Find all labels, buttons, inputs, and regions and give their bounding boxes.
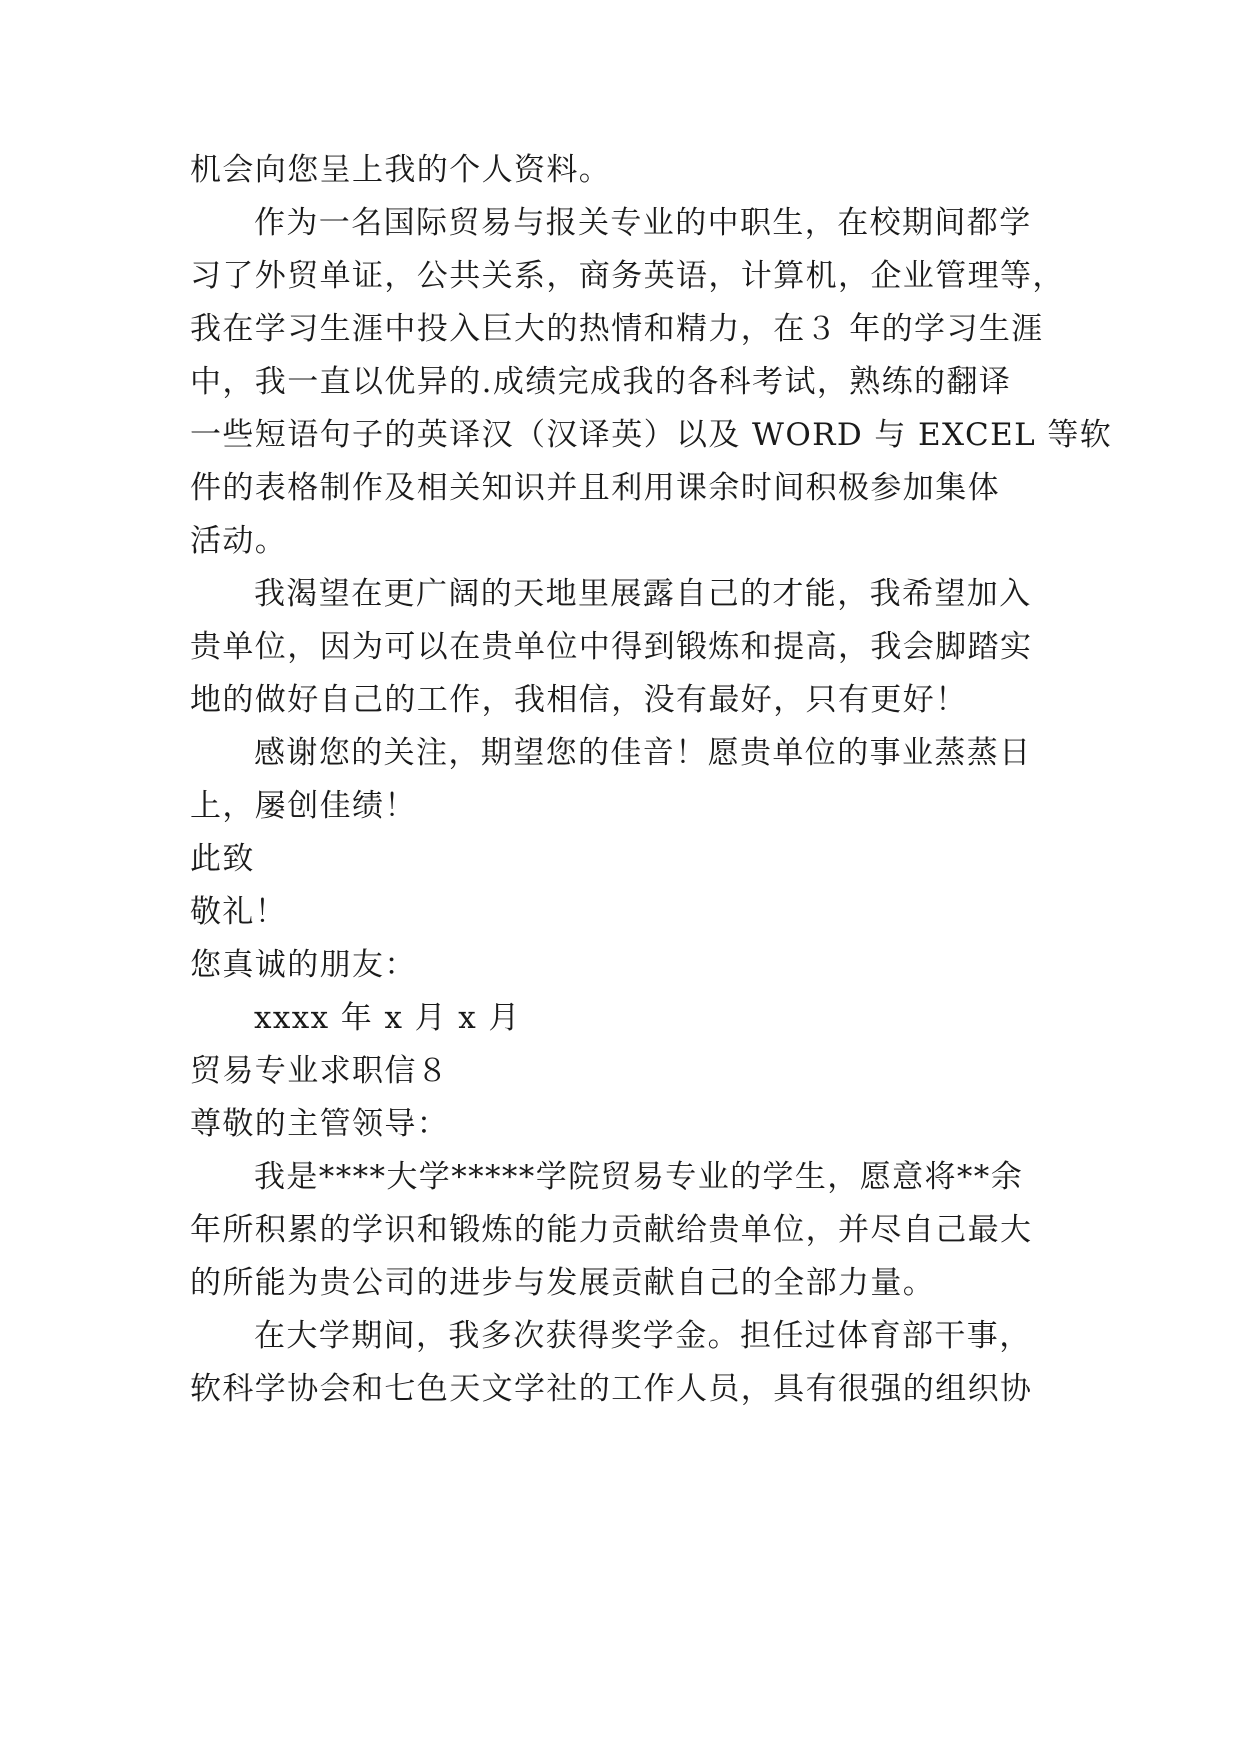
text-line: 尊敬的主管领导：: [190, 1106, 450, 1142]
text-line: 习了外贸单证，公共关系，商务英语，计算机，企业管理等，: [190, 258, 1065, 294]
text-line: 我在学习生涯中投入巨大的热情和精力，在３ 年的学习生涯: [190, 311, 1044, 347]
text-line: 活动。: [190, 523, 288, 559]
text-line: 软科学协会和七色天文学社的工作人员，具有很强的组织协: [190, 1371, 1033, 1407]
text-line: 我是****大学*****学院贸易专业的学生，愿意将**余: [254, 1159, 1024, 1195]
text-line: 贸易专业求职信８: [190, 1053, 450, 1089]
text-line: 感谢您的关注，期望您的佳音！愿贵单位的事业蒸蒸日: [254, 735, 1032, 771]
text-line: 您真诚的朋友：: [190, 947, 417, 983]
text-line: 件的表格制作及相关知识并且利用课余时间积极参加集体: [190, 470, 1000, 506]
text-line: 敬礼！: [190, 894, 288, 930]
text-line: 中，我一直以优异的.成绩完成我的各科考试，熟练的翻译: [190, 364, 1012, 400]
text-line: 地的做好自己的工作，我相信，没有最好，只有更好！: [190, 682, 968, 718]
text-line: 一些短语句子的英译汉（汉译英）以及 WORD 与 EXCEL 等软: [190, 417, 1113, 453]
text-line: 的所能为贵公司的进步与发展贡献自己的全部力量。: [190, 1265, 936, 1301]
text-line: 作为一名国际贸易与报关专业的中职生，在校期间都学: [254, 205, 1032, 241]
text-line: 在大学期间，我多次获得奖学金。担任过体育部干事，: [254, 1318, 1032, 1354]
text-line: xxxx 年 x 月 x 月: [254, 1000, 521, 1036]
text-line: 机会向您呈上我的个人资料。: [190, 152, 612, 188]
text-line: 年所积累的学识和锻炼的能力贡献给贵单位，并尽自己最大: [190, 1212, 1033, 1248]
text-line: 我渴望在更广阔的天地里展露自己的才能，我希望加入: [254, 576, 1032, 612]
text-line: 上，屡创佳绩！: [190, 788, 417, 824]
text-line: 贵单位，因为可以在贵单位中得到锻炼和提高，我会脚踏实: [190, 629, 1033, 665]
text-line: 此致: [190, 841, 255, 877]
